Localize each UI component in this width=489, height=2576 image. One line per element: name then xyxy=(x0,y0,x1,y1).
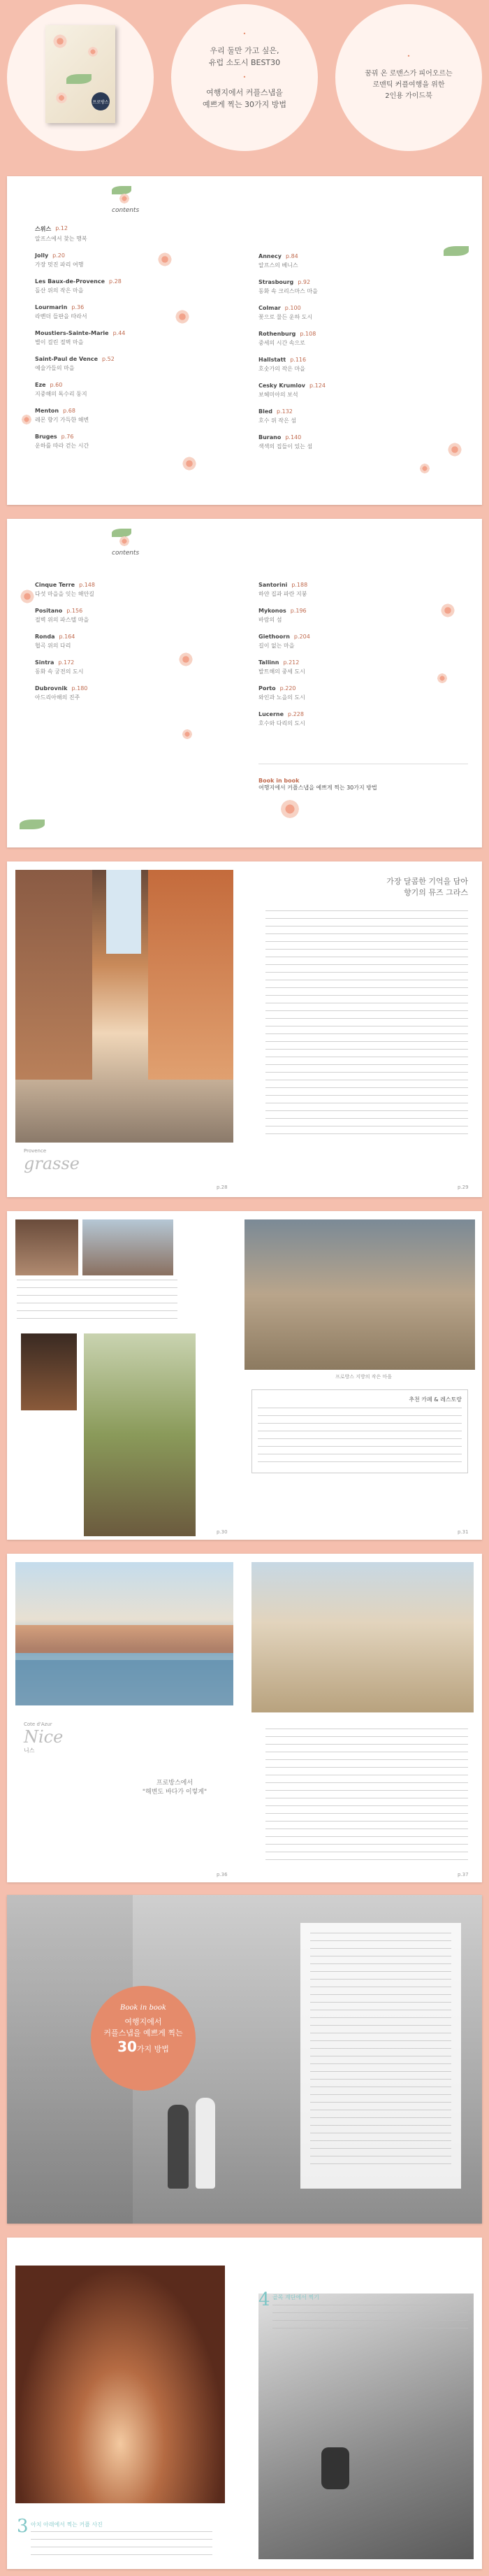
tip-text-left xyxy=(31,2531,212,2559)
toc2-left-column xyxy=(35,582,224,711)
toc-entry-title: Mykonos xyxy=(258,608,286,614)
toc-entry-title: Moustiers-Sainte-Marie xyxy=(35,330,109,336)
toc-entry-page: p.204 xyxy=(293,634,310,640)
grasse-title-block xyxy=(24,1148,163,1173)
book-cover-stamp: 프로방스 xyxy=(92,92,110,110)
nice-title-block xyxy=(24,1722,163,1754)
page-number: p.28 xyxy=(217,1185,228,1190)
toc-entry-sub: 바람의 섬 xyxy=(258,617,282,623)
toc-entry-page: p.124 xyxy=(309,382,326,389)
toc-entry xyxy=(35,225,224,243)
toc-entry-title: Sintra xyxy=(35,659,54,666)
toc-entry-title: Eze xyxy=(35,382,46,388)
toc-entry xyxy=(258,582,447,598)
collage-caption: 프로방스 지방의 작은 마을 xyxy=(335,1374,393,1380)
toc-entry-sub: 라벤더 들판을 따라서 xyxy=(35,313,87,320)
toc-entry xyxy=(35,434,224,450)
book-in-book-text-panel xyxy=(300,1923,461,2189)
flower-decoration-icon xyxy=(20,589,35,604)
flower-decoration-icon xyxy=(279,799,300,820)
toc-entry-page: p.188 xyxy=(291,582,308,588)
toc-entry-sub: 색색의 집들이 있는 섬 xyxy=(258,443,313,450)
badge-line3: 가지 방법 xyxy=(136,2045,169,2054)
toc-entry xyxy=(35,382,224,398)
circle2-line4: 예쁘게 찍는 30가지 방법 xyxy=(202,100,287,109)
toc-entry-sub: 돌산 위의 작은 마을 xyxy=(35,287,84,294)
intro-circle-guidebook: • 꿈꿔 온 로맨스가 피어오르는 로맨틱 커플여행을 위한 2인용 가이드북 xyxy=(335,4,482,151)
toc-entry xyxy=(258,408,447,424)
collage-photo-cafe xyxy=(15,1219,78,1275)
toc-entry-title: Hallstatt xyxy=(258,357,286,363)
toc-entry-page: p.116 xyxy=(290,357,307,363)
page-number: p.29 xyxy=(458,1185,469,1190)
toc-entry-title: Bruges xyxy=(35,434,57,440)
flower-decoration-icon xyxy=(175,309,190,324)
toc-entry xyxy=(35,634,224,650)
toc-entry xyxy=(258,711,447,727)
toc-entry-page: p.148 xyxy=(79,582,95,588)
toc-entry-title: Tallinn xyxy=(258,659,279,666)
leaf-decoration-icon xyxy=(20,820,45,829)
toc-entry-title: Lourmarin xyxy=(35,304,68,310)
grasse-headline: 가장 달콤한 기억을 담아 향기의 뮤즈 그라스 xyxy=(386,877,468,897)
toc2-footer-sub: 여행지에서 커플스냅을 예쁘게 찍는 30가지 방법 xyxy=(258,785,377,791)
toc-entry-title: Strasbourg xyxy=(258,279,294,285)
toc-entry xyxy=(35,659,224,675)
toc-entry-page: p.92 xyxy=(298,279,311,285)
toc-entry-sub: 호수 위 작은 섬 xyxy=(258,417,296,424)
flower-decoration-icon xyxy=(440,603,455,618)
toc-entry-page: p.140 xyxy=(285,434,302,441)
tip-caption-left: 아치 아래에서 찍는 커플 사진 xyxy=(31,2521,103,2528)
toc-entry-page: p.52 xyxy=(102,356,115,362)
toc-entry-sub: 동화 속 궁전의 도시 xyxy=(35,668,84,675)
toc-entry xyxy=(35,685,224,701)
spread-nice xyxy=(7,1554,482,1882)
toc-entry-sub: 와인과 노을의 도시 xyxy=(258,694,305,701)
toc-entry-title: Ronda xyxy=(35,634,55,640)
intro-circle-bestseller: • 우리 둘만 가고 싶은, 유럽 소도시 BEST30 • 여행지에서 커플스냅을 예쁘게 찍는 30가지 방법 xyxy=(171,4,318,151)
tip-text-right xyxy=(272,2305,468,2333)
toc-entry xyxy=(258,382,447,399)
toc-entry-sub: 호숫가의 작은 마을 xyxy=(258,366,305,372)
page-number: p.31 xyxy=(458,1529,469,1535)
spread-book-in-book xyxy=(7,1895,482,2224)
toc-entry-page: p.76 xyxy=(61,434,74,440)
toc-entry xyxy=(258,357,447,373)
toc-entry-page: p.100 xyxy=(284,305,301,311)
book-cover-image xyxy=(45,25,115,123)
toc-entry xyxy=(258,634,447,650)
toc-entry-page: p.28 xyxy=(109,278,122,285)
toc2-right-column xyxy=(258,582,447,737)
collage-text-block xyxy=(17,1280,177,1322)
intro-circle-book xyxy=(7,4,154,151)
toc-entry-sub: 예술가들의 마을 xyxy=(35,365,75,371)
spread-photo-tips xyxy=(7,2238,482,2569)
toc-entry-sub: 다섯 마을을 잇는 해안길 xyxy=(35,591,94,597)
toc-entry-title: Menton xyxy=(35,408,59,414)
spread-collage xyxy=(7,1211,482,1540)
toc-entry-title: 스위스 xyxy=(35,226,52,232)
toc-entry-title: Porto xyxy=(258,685,276,692)
flower-decoration-icon xyxy=(182,456,197,471)
flower-decoration-icon xyxy=(447,442,462,457)
page-number: p.30 xyxy=(217,1529,228,1535)
toc-entry-title: Colmar xyxy=(258,305,281,311)
toc-entry-sub: 절벽 위의 파스텔 마을 xyxy=(35,617,89,623)
toc-entry-title: Lucerne xyxy=(258,711,284,717)
flower-decoration-icon xyxy=(119,536,130,547)
toc-entry-page: p.132 xyxy=(277,408,293,415)
toc2-footer-title: Book in book xyxy=(258,778,300,784)
circle3-line2: 로맨틱 커플여행을 위한 xyxy=(372,81,445,89)
toc-entry-title: Jolly xyxy=(35,252,49,259)
toc-entry-sub: 동화 속 크리스마스 마을 xyxy=(258,288,318,294)
flower-decoration-icon xyxy=(178,652,194,667)
toc-entry-sub: 지중해의 독수리 둥지 xyxy=(35,391,87,397)
toc-entry xyxy=(35,252,224,269)
toc-entry-title: Annecy xyxy=(258,253,282,259)
toc-entry-title: Burano xyxy=(258,434,282,441)
toc-entry-sub: 중세의 시간 속으로 xyxy=(258,340,305,346)
toc-entry xyxy=(258,685,447,701)
badge-line2: 커플스냅을 예쁘게 찍는 xyxy=(103,2028,183,2038)
toc-entry-page: p.20 xyxy=(52,252,65,259)
circle2-line3: 여행지에서 커플스냅을 xyxy=(206,88,283,97)
toc-entry-page: p.68 xyxy=(63,408,75,414)
toc-entry-sub: 하얀 집과 파란 지붕 xyxy=(258,591,307,597)
leaf-decoration-icon xyxy=(444,246,469,256)
toc-entry-title: Dubrovnik xyxy=(35,685,68,692)
toc-entry xyxy=(258,305,447,321)
nice-body-text xyxy=(265,1729,468,1861)
toc-entry-page: p.172 xyxy=(58,659,75,666)
collage-photo-town xyxy=(245,1219,475,1370)
book-in-book-badge xyxy=(91,1986,196,2091)
toc-entry-page: p.44 xyxy=(112,330,126,336)
flower-decoration-icon xyxy=(119,193,130,204)
toc-entry xyxy=(258,608,447,624)
toc1-right-column xyxy=(258,253,447,460)
toc-entry-sub: 가장 멋진 파리 여행 xyxy=(35,262,84,268)
grasse-body-text xyxy=(265,910,468,1141)
toc-entry-sub: 발트해의 중세 도시 xyxy=(258,668,305,675)
toc-entry-page: p.196 xyxy=(290,608,307,614)
circle2-line1: 우리 둘만 가고 싶은, xyxy=(210,46,279,55)
toc-entry-title: Cinque Terre xyxy=(35,582,75,588)
toc-entry-page: p.180 xyxy=(71,685,88,692)
toc-entry-title: Bled xyxy=(258,408,272,415)
toc-entry-sub: 별이 걸린 절벽 마을 xyxy=(35,339,84,345)
toc-entry-page: p.84 xyxy=(285,253,298,259)
collage-photo-building xyxy=(82,1219,173,1275)
toc-entry-sub: 알프스의 베니스 xyxy=(258,262,298,269)
flower-decoration-icon xyxy=(157,252,173,267)
toc-entry-sub: 알프스에서 찾는 행복 xyxy=(35,236,87,242)
circle3-line3: 2인용 가이드북 xyxy=(385,92,432,100)
collage-photo-trees xyxy=(84,1333,196,1536)
toc-entry-title: Saint-Paul de Vence xyxy=(35,356,98,362)
toc-entry-page: p.164 xyxy=(59,634,75,640)
toc-entry xyxy=(258,659,447,675)
toc-entry-title: Positano xyxy=(35,608,63,614)
toc-entry xyxy=(258,434,447,450)
stairs-photo xyxy=(258,2294,474,2559)
circle3-line1: 꿈꿔 온 로맨스가 피어오르는 xyxy=(365,70,453,78)
badge-top: Book in book xyxy=(120,2004,166,2012)
page-number: p.36 xyxy=(217,1872,228,1877)
toc-entry-page: p.220 xyxy=(279,685,296,692)
toc-entry-page: p.108 xyxy=(300,331,316,337)
toc-page-1 xyxy=(7,176,482,505)
spread-grasse xyxy=(7,861,482,1197)
toc2-footer xyxy=(258,778,447,792)
toc-entry-sub: 길이 없는 마을 xyxy=(258,643,295,649)
nice-plaza-photo xyxy=(251,1562,474,1712)
recommend-box xyxy=(251,1389,468,1473)
nice-sub-label: 니스 xyxy=(24,1747,35,1754)
toc-entry xyxy=(258,331,447,347)
tip-number-left: 3 xyxy=(17,2516,29,2537)
toc-entry-sub: 아드리아해의 진주 xyxy=(35,694,80,701)
toc-entry-title: Cesky Krumlov xyxy=(258,382,306,389)
nice-city-label: Cote d'Azur xyxy=(24,1722,52,1727)
flower-decoration-icon xyxy=(21,414,32,425)
badge-line1: 여행지에서 xyxy=(124,2017,162,2026)
grasse-street-photo xyxy=(15,870,233,1143)
grasse-city-label: Provence xyxy=(24,1148,47,1154)
toc-entry-sub: 운하를 따라 걷는 시간 xyxy=(35,443,89,449)
toc-entry-page: p.156 xyxy=(66,608,83,614)
toc-entry xyxy=(35,582,224,598)
toc1-left-column xyxy=(35,225,224,459)
flower-decoration-icon xyxy=(419,463,430,474)
toc-entry xyxy=(35,608,224,624)
toc-entry-title: Rothenburg xyxy=(258,331,296,337)
tip-caption-right: 골목 계단에서 찍기 xyxy=(272,2294,319,2300)
toc-entry-sub: 보헤미아의 보석 xyxy=(258,392,298,398)
flower-decoration-icon xyxy=(182,729,193,740)
toc-entry xyxy=(35,278,224,294)
toc-entry-page: p.60 xyxy=(50,382,63,388)
collage-photo-wine xyxy=(21,1333,77,1410)
nice-quote: 프로방스에서 "해변도 바다가 이렇게" xyxy=(142,1780,207,1796)
toc-entry-title: Santorini xyxy=(258,582,288,588)
toc-page-2 xyxy=(7,519,482,847)
badge-number: 30 xyxy=(117,2038,137,2055)
toc-entry-page: p.12 xyxy=(55,225,68,231)
toc-entry xyxy=(258,253,447,269)
toc-entry xyxy=(258,279,447,295)
toc-entry-sub: 꽃으로 물든 운하 도시 xyxy=(258,314,313,320)
toc-entry xyxy=(35,330,224,346)
toc-entry-page: p.36 xyxy=(71,304,85,310)
toc2-label: contents xyxy=(112,550,140,557)
circle2-line2: 유럽 소도시 BEST30 xyxy=(208,58,281,67)
page-number: p.37 xyxy=(458,1872,469,1877)
tip-number-right: 4 xyxy=(258,2289,270,2310)
toc-entry xyxy=(35,356,224,372)
toc-entry-sub: 레몬 향기 가득한 해변 xyxy=(35,417,89,423)
recommend-box-title: 추천 카페 & 레스토랑 xyxy=(409,1396,462,1403)
arch-photo xyxy=(15,2266,225,2503)
nice-script-title: Nice xyxy=(24,1727,64,1747)
toc-entry-sub: 협곡 위의 다리 xyxy=(35,643,71,649)
toc1-label: contents xyxy=(112,207,140,214)
toc-entry-page: p.212 xyxy=(283,659,300,666)
toc-entry xyxy=(35,408,224,424)
grasse-script-title: grasse xyxy=(24,1154,80,1173)
toc-entry xyxy=(35,304,224,320)
nice-harbor-photo xyxy=(15,1562,233,1705)
toc-entry-sub: 호수와 다리의 도시 xyxy=(258,720,305,727)
toc-entry-title: Giethoorn xyxy=(258,634,290,640)
toc-entry-title: Les Baux-de-Provence xyxy=(35,278,105,285)
flower-decoration-icon xyxy=(437,673,448,684)
toc-entry-page: p.228 xyxy=(288,711,304,717)
